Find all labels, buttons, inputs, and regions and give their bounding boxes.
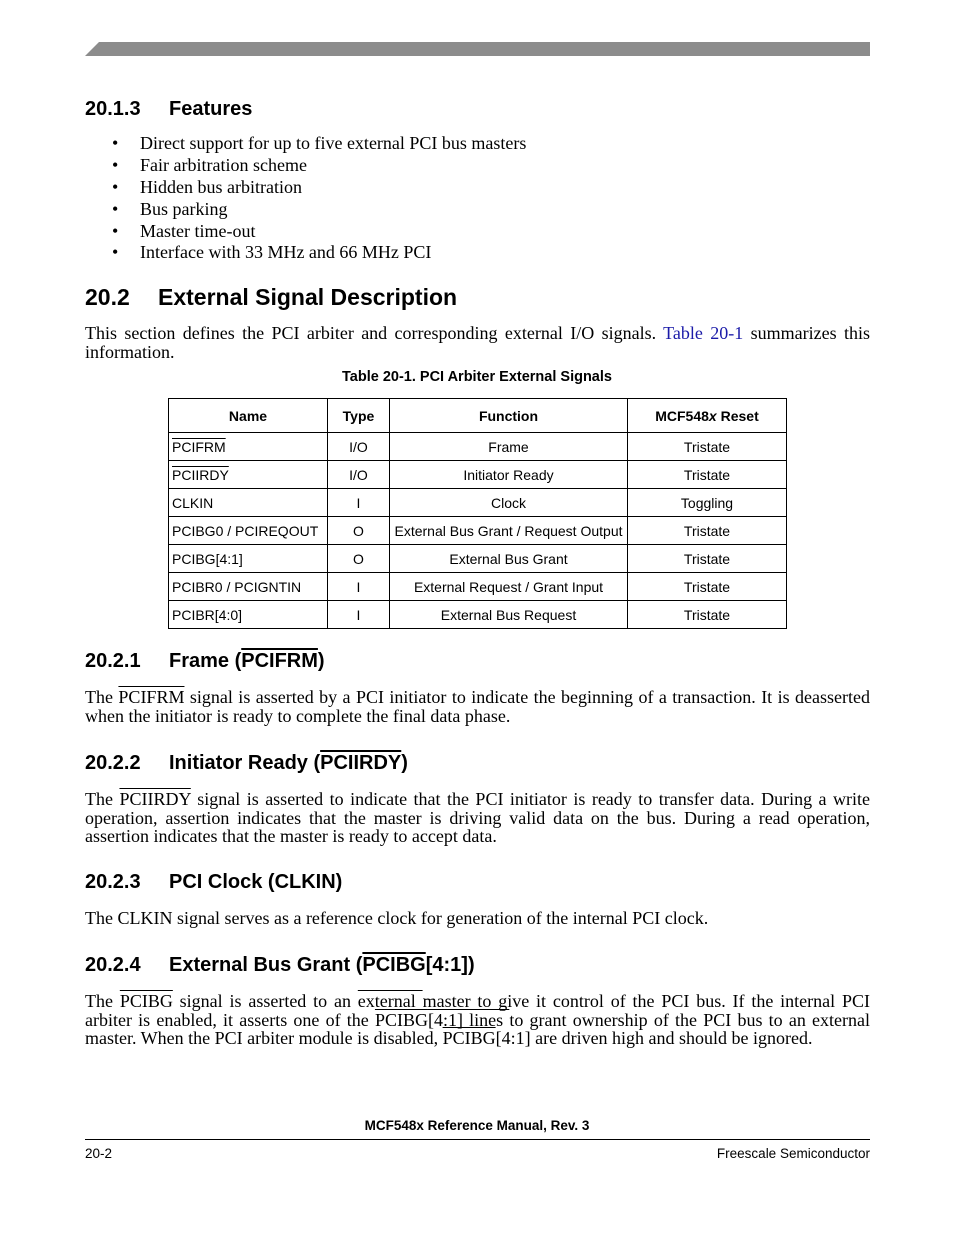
list-item: • Interface with 33 MHz and 66 MHz PCI xyxy=(112,242,432,263)
table-row xyxy=(169,489,787,517)
table-row xyxy=(169,545,787,573)
section-heading-frame: 20.2.1 Frame (PCIFRM) xyxy=(85,650,325,672)
cell-reset: Tristate xyxy=(628,433,787,461)
cell-function: External Bus Request xyxy=(390,601,628,629)
cell-reset: Tristate xyxy=(628,461,787,489)
cell-name: PCIBR[4:0] xyxy=(169,601,328,629)
cell-function: External Bus Grant xyxy=(390,545,628,573)
table-link[interactable]: Table 20-1 xyxy=(663,323,744,343)
cell-reset: Tristate xyxy=(628,601,787,629)
cell-reset: Toggling xyxy=(628,489,787,517)
cell-name: PCIBG0 / PCIREQOUT xyxy=(169,517,328,545)
cell-reset: Tristate xyxy=(628,545,787,573)
section-heading-features xyxy=(85,98,252,121)
section-number: 20.2.2 xyxy=(85,752,141,774)
section-heading-bus-grant: 20.2.4 External Bus Grant (PCIBG[4:1]) xyxy=(85,954,475,976)
cell-type: O xyxy=(328,545,390,573)
cell-function: Initiator Ready xyxy=(390,461,628,489)
cell-type: O xyxy=(328,517,390,545)
section-number: 20.1.3 xyxy=(85,98,141,120)
cell-function: External Request / Grant Input xyxy=(390,573,628,601)
cell-type: I xyxy=(328,601,390,629)
footer-company: Freescale Semiconductor xyxy=(716,1146,870,1161)
intro-paragraph: This section defines the PCI arbiter and corresponding external I/O signals. Table 20-1 summarizes this information. xyxy=(85,323,870,362)
list-item: • Fair arbitration scheme xyxy=(112,154,307,175)
irdy-paragraph: The PCIIRDY signal is asserted to indicate that the PCI initiator is ready to transfer data. During a write operation, assertion indicates that the master is driving valid data on the bus. During a read operation, assertion indicates that the master is ready to accept data. xyxy=(85,789,870,847)
table-header-row xyxy=(169,399,787,433)
column-header-reset: MCF548x Reset xyxy=(628,399,787,433)
section-number: 20.2.1 xyxy=(85,650,141,672)
column-header-type: Type xyxy=(328,399,390,433)
section-number: 20.2.4 xyxy=(85,954,141,976)
list-item: • Master time-out xyxy=(112,220,256,241)
list-item: • Bus parking xyxy=(112,198,228,219)
section-heading-initiator-ready: 20.2.2 Initiator Ready (PCIIRDY) xyxy=(85,752,408,774)
cell-reset: Tristate xyxy=(628,573,787,601)
section-number: 20.2.3 xyxy=(85,871,141,893)
section-title: External Signal Description xyxy=(158,284,458,310)
frame-paragraph: The PCIFRM signal is asserted by a PCI initiator to indicate the beginning of a transaction. It is deasserted when the initiator is ready to complete the final data phase. xyxy=(85,687,871,726)
footer-divider xyxy=(85,1139,870,1140)
bus-grant-paragraph: The PCIBG signal is asserted to an external master to give it control of the PCI bus. If the internal PCI arbiter is enabled, it asserts one of the PCIBG[4:1] lines to grant ownership of the PCI bus to an external master. When the PCI arbiter module is disabled, PCIBG[4:1] are driven high and should be ignored. xyxy=(85,991,870,1049)
footer-manual-title: MCF548x Reference Manual, Rev. 3 xyxy=(364,1118,590,1133)
cell-name: PCIBG[4:1] xyxy=(169,545,328,573)
table-row xyxy=(169,433,787,461)
table-row xyxy=(169,461,787,489)
section-title: Features xyxy=(169,98,253,120)
cell-reset: Tristate xyxy=(628,517,787,545)
table-caption: Table 20-1. PCI Arbiter External Signals xyxy=(342,369,612,385)
table-row xyxy=(169,573,787,601)
cell-name: CLKIN xyxy=(169,489,328,517)
cell-name: PCIIRDY xyxy=(169,461,328,489)
cell-name: PCIBR0 / PCIGNTIN xyxy=(169,573,328,601)
signals-table xyxy=(168,398,787,629)
cell-type: I xyxy=(328,489,390,517)
cell-function: External Bus Grant / Request Output xyxy=(390,517,628,545)
cell-function: Clock xyxy=(390,489,628,517)
cell-function: Frame xyxy=(390,433,628,461)
section-title: PCI Clock (CLKIN) xyxy=(169,871,343,893)
page-number: 20-2 xyxy=(85,1146,113,1161)
section-heading-pci-clock xyxy=(85,871,342,894)
table-row xyxy=(169,601,787,629)
cell-type: I xyxy=(328,573,390,601)
header-banner xyxy=(85,42,870,56)
list-item: • Hidden bus arbitration xyxy=(112,176,302,197)
table-row xyxy=(169,517,787,545)
list-item: • Direct support for up to five external PCI bus masters xyxy=(112,133,527,153)
cell-type: I/O xyxy=(328,461,390,489)
column-header-function: Function xyxy=(390,399,628,433)
section-number: 20.2 xyxy=(85,284,130,310)
section-heading-external-signals xyxy=(85,284,457,311)
clkin-paragraph: The CLKIN signal serves as a reference clock for generation of the internal PCI clock. xyxy=(85,908,709,928)
cell-type: I/O xyxy=(328,433,390,461)
cell-name: PCIFRM xyxy=(169,433,328,461)
column-header-name: Name xyxy=(169,399,328,433)
features-list xyxy=(85,133,526,264)
